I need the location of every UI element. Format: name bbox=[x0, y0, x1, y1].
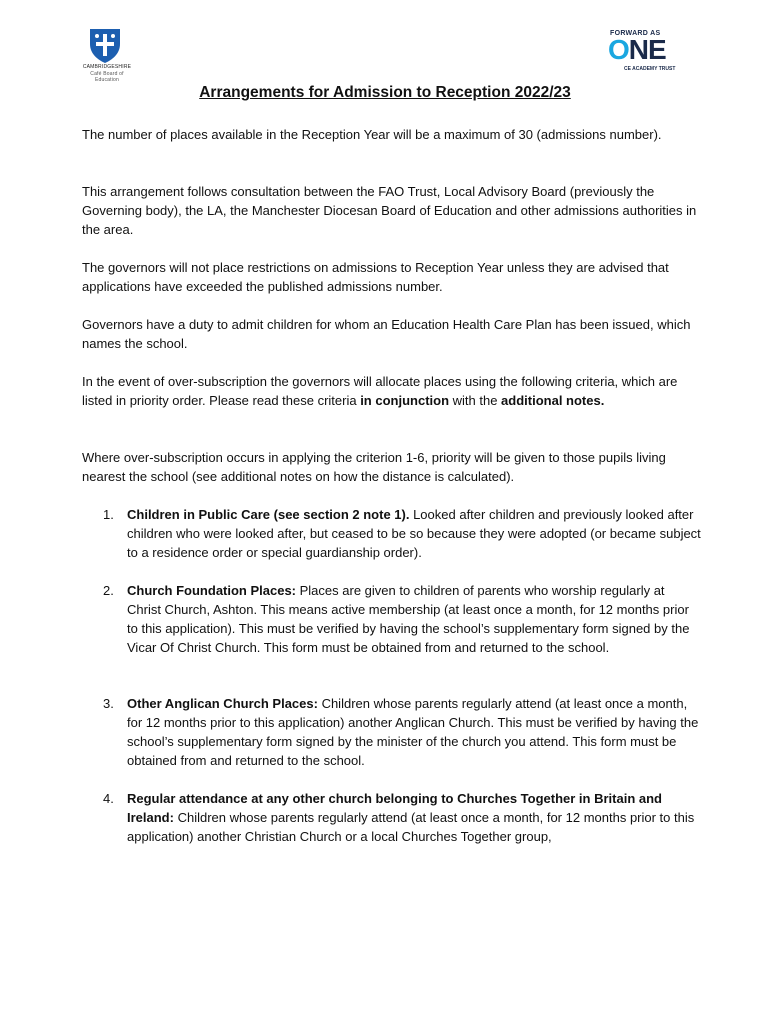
logo-trust-name: CE ACADEMY TRUST bbox=[624, 66, 676, 72]
logo-wordmark: ONE bbox=[608, 34, 666, 65]
forward-as-one-logo bbox=[604, 30, 686, 76]
paragraph-restrictions: The governors will not place restrictions on admissions to Reception Year unless they are advised that applications have exceeded the published admissions number. bbox=[82, 260, 669, 294]
diocese-board: Café Board of Education bbox=[90, 71, 124, 83]
diocese-name: CAMBRIDGESHIRE bbox=[82, 64, 132, 70]
paragraph-capacity: The number of places available in the Reception Year will be a maximum of 30 (admissions number). bbox=[82, 127, 662, 142]
criteria-list bbox=[82, 505, 702, 562]
paragraph-distance: Where over-subscription occurs in applying the criterion 1-6, priority will be given to those pupils living nearest the school (see additional notes on how the distance is calculated). bbox=[82, 450, 666, 484]
list-item: 1. Children in Public Care (see section 2 note 1). Looked after children and previously looked after children who were looked after, but ceased to be so because they were adopted (or became subject to a residence order or special guardianship order). bbox=[103, 507, 701, 560]
diocese-shield-icon bbox=[86, 26, 124, 64]
logo-tagline: FORWARD AS bbox=[610, 30, 661, 37]
paragraph-oversubscription: In the event of over-subscription the governors will allocate places using the following criteria, which are listed in priority order. Please read these criteria in conjunction with the additional notes. bbox=[82, 374, 678, 408]
page-title: Arrangements for Admission to Reception 2022/23 bbox=[199, 84, 571, 101]
list-item: 4. Regular attendance at any other church belonging to Churches Together in Britain and Ireland: Children whose parents regularly attend (at least once a month, for 12 months prior to this application) another Christian Church or a local Churches Together group, bbox=[103, 791, 695, 844]
list-item: 3. Other Anglican Church Places: Children whose parents regularly attend (at least once a month, for 12 months prior to this application) another Anglican Church. This must be verified by having the school’s supplementary form signed by the minister of the church you attend. This form must be obtained from and returned to the school. bbox=[103, 696, 699, 768]
paragraph-consultation: This arrangement follows consultation between the FAO Trust, Local Advisory Board (previously the Governing body), the LA, the Manchester Diocesan Board of Education and other admissions authorities in the area. bbox=[82, 184, 697, 237]
list-item: 2. Church Foundation Places: Places are given to children of parents who worship regularly at Christ Church, Ashton. This means active membership (at least once a month, for 12 months prior to this application). This must be verified by having the school’s supplementary form signed by the Vicar Of Christ Church. This form must be obtained from and returned to the school. bbox=[103, 583, 690, 655]
paragraph-ehcp: Governors have a duty to admit children for whom an Education Health Care Plan has been issued, which names the school. bbox=[82, 317, 691, 351]
criteria-list bbox=[82, 694, 702, 770]
criteria-list bbox=[82, 581, 702, 657]
criteria-list bbox=[82, 789, 702, 846]
diocese-logo bbox=[78, 26, 134, 83]
